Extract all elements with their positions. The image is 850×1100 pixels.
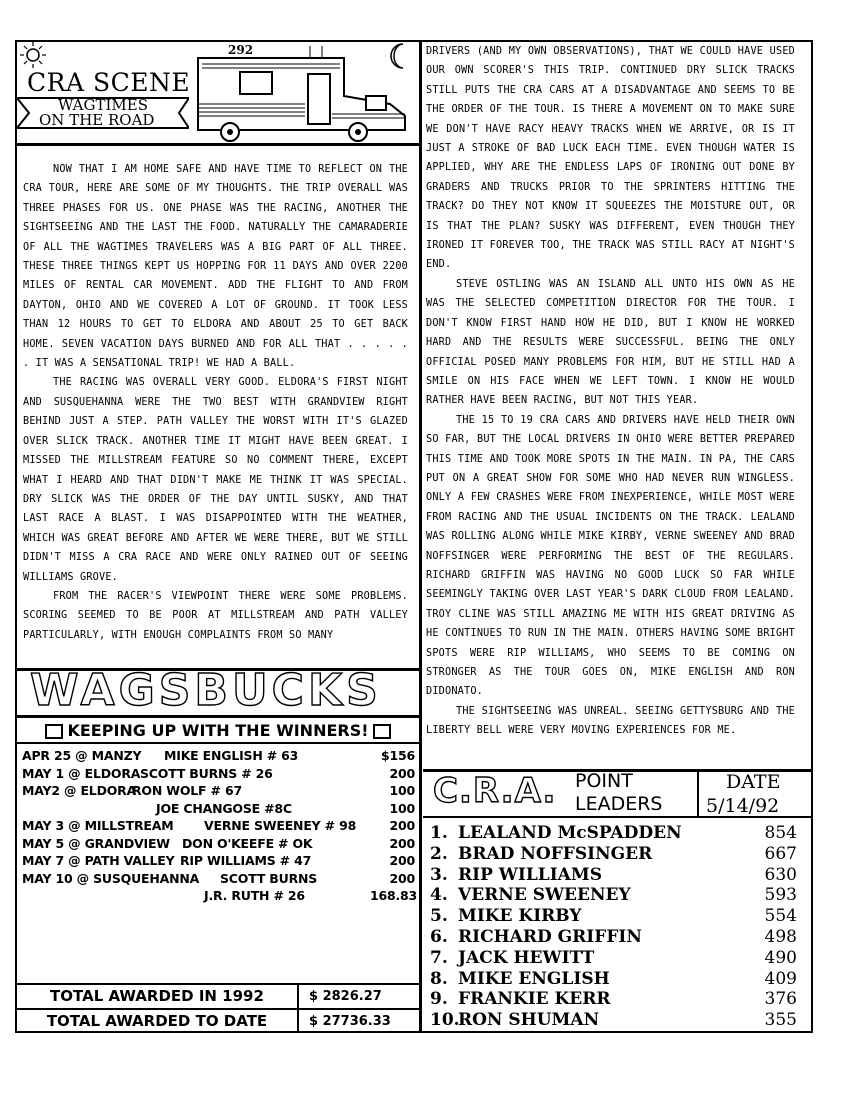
date-value: 5/14/92: [706, 795, 780, 817]
header-divider: [697, 772, 699, 816]
winner-amount: 200: [389, 765, 415, 781]
leader-points: 554: [764, 906, 797, 927]
leader-points: 667: [764, 843, 797, 864]
winner-name: MIKE ENGLISH # 63: [164, 748, 299, 763]
leader-row: [430, 844, 802, 865]
total-to-date-label: TOTAL AWARDED TO DATE: [17, 1010, 299, 1033]
leader-rank: 10.: [430, 1010, 460, 1031]
winners-list: [22, 748, 418, 906]
leader-rank: 7.: [430, 947, 448, 968]
winner-name: VERNE SWEENEY # 98: [204, 818, 357, 833]
winner-row: [22, 748, 418, 766]
column-divider: [419, 40, 422, 1033]
article-paragraph: THE 15 TO 19 CRA CARS AND DRIVERS HAVE HELD THEIR OWN SO FAR, BUT THE LOCAL DRIVERS IN OHIO WERE BETTER PREPARED THIS TIME AND TOOK MORE SPOTS IN THE MAIN. IN PA, THE CARS PUT ON A GREAT SHOW FOR SOME WHO HAD NEVER RUN WINGLESS. ONLY A FEW CRASHES WERE FROM INEXPERIENCE, WHILE MOST WERE FROM RACING AND THE USUAL INCIDENTS ON THE TRACK. LEALAND WAS ROLLING ALONG WHILE MIKE KIRBY, VERNE SWEENEY AND BRAD NOFFSINGER WERE PERFORMING THE BEST OF THE REGULARS. RICHARD GRIFFIN WAS HAVING NO GOOD LUCK SO FAR WHILE SEEMINGLY TAKING OVER LAST YEAR'S DARK CLOUD FROM LEALAND. TROY CLINE WAS STILL AMAZING ME WITH HIS GREAT DRIVING AS HE CONTINUES TO RUN IN THE MAIN. OTHERS HAVING SOME BRIGHT SPOTS WERE RIP WILLIAMS, WHO SEEMS TO BE COMING ON STRONGER AS THE TOUR GOES ON, MIKE ENGLISH AND RON DIDONATO.: [426, 414, 795, 698]
leader-rank: 5.: [430, 906, 448, 927]
total-to-date-row: [17, 1008, 419, 1033]
leader-points: 490: [764, 947, 797, 968]
winner-name: J.R. RUTH # 26: [204, 888, 305, 903]
page-title: CRA SCENE: [27, 68, 191, 97]
winner-row: [22, 818, 418, 836]
leader-row: [430, 885, 802, 906]
winner-date: MAY 10 @ SUSQUEHANNA: [22, 870, 200, 886]
leader-rank: 9.: [430, 989, 448, 1010]
winner-row: [22, 836, 418, 854]
leader-points: 409: [764, 968, 797, 989]
subtitle-on-the-road: ON THE ROAD: [39, 111, 155, 129]
leader-points: 593: [764, 885, 797, 906]
total-1992-label: TOTAL AWARDED IN 1992: [17, 985, 299, 1008]
leader-name: LEALAND McSPADDEN: [458, 823, 682, 843]
winner-row: [22, 766, 418, 784]
leader-row: [430, 989, 802, 1010]
leader-name: VERNE SWEENEY: [458, 885, 631, 906]
leader-points: 376: [764, 989, 797, 1010]
winner-amount: 200: [389, 818, 415, 833]
leader-points: 355: [764, 1010, 797, 1031]
wagsbucks-subtitle-text: KEEPING UP WITH THE WINNERS!: [67, 721, 369, 740]
article-right-column: [426, 42, 795, 741]
leader-name: RIP WILLIAMS: [458, 864, 602, 885]
leader-name: MIKE KIRBY: [458, 906, 582, 927]
winner-name: SCOTT BURNS: [220, 870, 318, 886]
point-leaders-list: [430, 823, 802, 1031]
winner-name: SCOTT BURNS # 26: [140, 765, 273, 781]
wagsbucks-title: WAGSBUCKS: [30, 665, 382, 716]
leader-rank: 2.: [430, 843, 448, 864]
winner-name: RIP WILLIAMS # 47: [180, 853, 312, 868]
leader-name: RICHARD GRIFFIN: [458, 926, 642, 947]
winner-date: MAY 1 @ ELDORA: [22, 765, 141, 781]
moon-icon: [385, 40, 413, 72]
leader-points: 854: [764, 823, 797, 843]
rv-number: 292: [228, 43, 254, 57]
point-label: POINT: [575, 770, 633, 792]
winner-row: [22, 853, 418, 871]
winner-row: [22, 871, 418, 889]
total-1992-row: [17, 983, 419, 1008]
leader-name: BRAD NOFFSINGER: [458, 843, 653, 864]
winner-date: MAY2 @ ELDORA: [22, 783, 137, 798]
winner-row: [22, 888, 418, 906]
date-label: DATE: [726, 771, 781, 793]
sun-icon: [18, 40, 48, 70]
winner-date: MAY 5 @ GRANDVIEW: [22, 835, 170, 851]
winner-date: MAY 3 @ MILLSTREAM: [22, 818, 174, 833]
leader-name: RON SHUMAN: [458, 1010, 600, 1031]
winner-amount: 200: [389, 835, 415, 851]
cra-logo: C.R.A.: [433, 771, 557, 811]
leader-rank: 1.: [430, 823, 448, 843]
leaders-label: LEADERS: [575, 793, 663, 815]
leader-row: [430, 906, 802, 927]
leader-name: MIKE ENGLISH: [458, 968, 610, 989]
article-paragraph: THE RACING WAS OVERALL VERY GOOD. ELDORA'S FIRST NIGHT AND SUSQUEHANNA WERE THE TWO BEST WITH GRANDVIEW RIGHT BEHIND JUST A STEP. PATH VALLEY THE WORST WITH IT'S GLAZED OVER SLICK TRACK. ANOTHER TIME IT MIGHT HAVE BEEN GREAT. I MISSED THE MILLSTREAM FEATURE SO NO COMMENT THERE, EXCEPT WHAT I HEARD AND THAT DIDN'T MAKE ME THINK IT WAS SPECIAL. DRY SLICK WAS THE ORDER OF THE DAY UNTIL SUSKY, AND THAT LAST RACE A BLAST. I WAS DISAPPOINTED WITH THE WEATHER, WHICH WAS GREAT BEFORE AND AFTER WE WERE THERE, BUT WE STILL DIDN'T MISS A CRA RACE AND WERE ONLY RAINED OUT OF SEEING WILLIAMS GROVE.: [23, 377, 408, 583]
leader-row: [430, 865, 802, 886]
leader-row: [430, 823, 802, 844]
winner-amount: 100: [389, 800, 415, 816]
winner-amount: 168.83: [369, 888, 417, 903]
winner-row: [22, 801, 418, 819]
leader-row: [430, 948, 802, 969]
total-1992-value: $ 2826.27: [309, 989, 382, 1004]
article-paragraph: THE SIGHTSEEING WAS UNREAL. SEEING GETTYSBURG AND THE LIBERTY BELL WERE VERY MOVING EXPERIENCES FOR ME.: [426, 705, 795, 737]
winner-date: APR 25 @ MANZY: [22, 748, 142, 763]
winner-amount: 100: [389, 783, 415, 798]
leader-row: [430, 969, 802, 990]
winner-amount: 200: [389, 853, 415, 868]
leader-rank: 4.: [430, 885, 448, 906]
leader-row: [430, 1010, 802, 1031]
leader-name: JACK HEWITT: [458, 947, 595, 968]
total-to-date-value: $ 27736.33: [309, 1014, 391, 1029]
article-paragraph: STEVE OSTLING WAS AN ISLAND ALL UNTO HIS OWN AS HE WAS THE SELECTED COMPETITION DIRECTOR FOR THE TOUR. I DON'T KNOW FIRST HAND HOW HE DID, BUT I KNOW HE WORKED HARD AND THE RESULTS WERE SUCCESSFUL. BEING THE ONLY OFFICIAL POSED MANY PROBLEMS FOR HIM, BUT HE STILL HAD A SMILE ON HIS FACE WHEN WE LEFT TOWN. I KNOW HE WOULD RATHER HAVE BEEN RACING, BUT NOT THIS YEAR.: [426, 278, 795, 407]
box-icon: [45, 724, 63, 739]
box-icon: [373, 724, 391, 739]
article-left-column: [23, 160, 408, 645]
wagsbucks-subtitle: [17, 718, 419, 744]
leader-name: FRANKIE KERR: [458, 989, 611, 1010]
leader-rank: 8.: [430, 968, 448, 989]
motorhome-icon: [190, 44, 415, 144]
winner-name: JOE CHANGOSE #8C: [156, 800, 292, 816]
article-paragraph: FROM THE RACER'S VIEWPOINT THERE WERE SOME PROBLEMS. SCORING SEEMED TO BE POOR AT MILLSTREAM AND PATH VALLEY PARTICULARLY, WITH ENOUGH COMPLAINTS FROM SO MANY: [23, 590, 408, 641]
article-paragraph: NOW THAT I AM HOME SAFE AND HAVE TIME TO REFLECT ON THE CRA TOUR, HERE ARE SOME OF MY THOUGHTS. THE TRIP OVERALL WAS THREE PHASES FOR US. ONE PHASE WAS THE RACING, ANOTHER THE SIGHTSEEING AND THE LAST THE FOOD. NATURALLY THE CAMARADERIE OF ALL THE WAGTIMES TRAVELERS WAS A BIG PART OF ALL THREE. THESE THREE THINGS KEPT US HOPPING FOR 11 DAYS AND OVER 2200 MILES OF RENTAL CAR MOVEMENT. ADD THE FLIGHT TO AND FROM DAYTON, OHIO AND WE COVERED A LOT OF GROUND. IT TOOK LESS THAN 12 HOURS TO GET TO ELDORA AND ABOUT 25 TO GET BACK HOME. SEVEN VACATION DAYS BURNED AND FOR ALL THAT . . . . . . IT WAS A SENSATIONAL TRIP! WE HAD A BALL.: [23, 164, 408, 370]
winner-name: RON WOLF # 67: [132, 783, 242, 798]
winner-amount: 200: [389, 870, 415, 886]
leader-points: 498: [764, 926, 797, 947]
leader-points: 630: [764, 864, 797, 885]
article-paragraph: DRIVERS (AND MY OWN OBSERVATIONS), THAT WE COULD HAVE USED OUR OWN SCORER'S THIS TRIP. CONTINUED DRY SLICK TRACKS STILL PUTS THE CRA CARS AT A DISADVANTAGE AND SEEMS TO BE THE ORDER OF THE TOUR. IS THERE A MOVEMENT ON TO MAKE SURE WE DON'T HAVE RACY HEAVY TRACKS WHEN WE ARRIVE, OR IS IT JUST A STROKE OF BAD LUCK EACH TIME. EVEN THOUGH WATER IS APPLIED, WHY ARE THE ENDLESS LAPS OF IRONING OUT DONE BY GRADERS AND TRUCKS PRIOR TO THE SPRINTERS HITTING THE TRACK? DO THEY NOT KNOW IT SQUEEZES THE MOISTURE OUT, OR IS THAT THE PLAN? SUSKY WAS DIFFERENT, EVEN THOUGH THEY IRONED IT FOREVER TOO, THE TRACK WAS STILL RACY AT NIGHT'S END.: [426, 46, 795, 271]
leader-rank: 6.: [430, 926, 448, 947]
subtitle-wagtimes: WAGTIMES: [58, 96, 148, 114]
winner-amount: $156: [381, 748, 415, 763]
leader-row: [430, 927, 802, 948]
leader-rank: 3.: [430, 864, 448, 885]
winner-name: DON O'KEEFE # OK: [182, 835, 313, 851]
winner-date: MAY 7 @ PATH VALLEY: [22, 853, 175, 868]
winner-row: [22, 783, 418, 801]
